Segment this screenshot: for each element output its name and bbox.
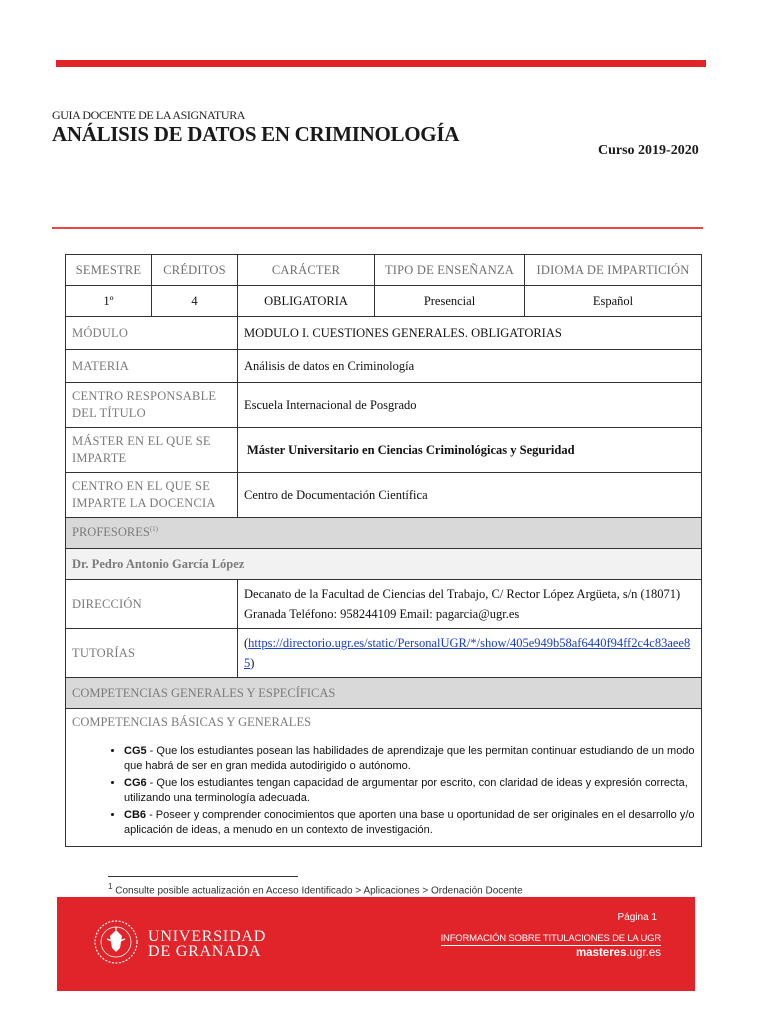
row-materia — [66, 350, 702, 383]
value-creditos: 4 — [152, 286, 238, 317]
competencias-section-label: COMPETENCIAS GENERALES Y ESPECÍFICAS — [66, 678, 702, 709]
row-profesores-header — [66, 518, 702, 549]
value-semestre: 1º — [66, 286, 152, 317]
comp-text: - Poseer y comprender conocimientos que aporten una base u oportunidad de ser originales en el desarrollo y/o aplicación de ideas, a menudo en un contexto de investigación. — [124, 809, 695, 836]
summary-values-row — [66, 286, 702, 317]
row-profesor-name — [66, 549, 702, 580]
info-titulaciones: INFORMACIÓN SOBRE TITULACIONES DE LA UGR — [440, 933, 661, 944]
course-year: Curso 2019-2020 — [598, 143, 699, 158]
footer-banner — [57, 897, 695, 991]
university-name-line2: DE GRANADA — [148, 943, 262, 960]
row-direccion — [66, 580, 702, 629]
header-tipo: TIPO DE ENSEÑANZA — [375, 255, 525, 286]
footnote-rule — [108, 876, 298, 877]
master-label: MÁSTER EN EL QUE SE IMPARTE — [66, 428, 238, 473]
direccion-label: DIRECCIÓN — [66, 580, 238, 629]
masters-url[interactable] — [576, 947, 661, 959]
tutorias-open-paren: ( — [244, 636, 249, 650]
row-competencias-list — [66, 709, 702, 847]
course-info-table — [65, 254, 702, 847]
direccion-line1: Decanato de la Facultad de Ciencias del Trabajo, C/ Rector López Argüeta, s/n (18071) — [244, 587, 681, 601]
list-item — [124, 744, 695, 774]
list-item — [124, 776, 695, 806]
centro-value: Escuela Internacional de Posgrado — [238, 383, 702, 428]
university-seal-icon — [93, 919, 139, 965]
competencias-sub-label: COMPETENCIAS BÁSICAS Y GENERALES — [72, 715, 312, 729]
tutorias-value — [238, 629, 702, 678]
competencias-list — [72, 744, 695, 838]
comp-code: CG5 — [124, 745, 147, 757]
tutorias-close-paren: ) — [250, 656, 255, 670]
page-title: ANÁLISIS DE DATOS EN CRIMINOLOGÍA — [52, 122, 460, 146]
footnote-number: 1 — [108, 882, 113, 891]
divider-line — [52, 227, 703, 229]
row-master — [66, 428, 702, 473]
modulo-label: MÓDULO — [66, 317, 238, 350]
row-docencia — [66, 473, 702, 518]
university-name-line1: UNIVERSIDAD — [148, 928, 267, 945]
top-red-bar — [56, 60, 706, 67]
value-tipo: Presencial — [375, 286, 525, 317]
profesores-note-ref: (1) — [149, 525, 158, 534]
competencias-cell — [66, 709, 702, 847]
masters-url-rest: .ugr.es — [626, 947, 661, 959]
materia-value: Análisis de datos en Criminología — [238, 350, 702, 383]
row-modulo — [66, 317, 702, 350]
comp-text: - Que los estudiantes posean las habilidades de aprendizaje que les permitan continuar estudiando de un modo que habrá de ser en gran medida autodirigido o autónomo. — [124, 745, 695, 772]
tutorias-label: TUTORÍAS — [66, 629, 238, 678]
docencia-value: Centro de Documentación Científica — [238, 473, 702, 518]
summary-header-row — [66, 255, 702, 286]
profesores-label — [66, 518, 702, 549]
guide-label: GUIA DOCENTE DE LA ASIGNATURA — [52, 108, 246, 122]
comp-code: CG6 — [124, 777, 147, 789]
comp-text: - Que los estudiantes tengan capacidad de argumentar por escrito, con claridad de ideas y expresión correcta, utilizando una terminología adecuada. — [124, 777, 688, 804]
profesores-label-text: PROFESORES — [72, 525, 150, 540]
direccion-value — [238, 580, 702, 629]
value-idioma: Español — [525, 286, 702, 317]
comp-code: CB6 — [124, 809, 147, 821]
docencia-label: CENTRO EN EL QUE SE IMPARTE LA DOCENCIA — [66, 473, 238, 518]
footnote-text: Consulte posible actualización en Acceso Identificado > Aplicaciones > Ordenación Docente — [115, 885, 523, 897]
row-tutorias — [66, 629, 702, 678]
page-number: Página 1 — [617, 912, 657, 923]
value-caracter: OBLIGATORIA — [238, 286, 375, 317]
footnote — [108, 882, 523, 896]
university-name — [148, 929, 266, 959]
centro-label: CENTRO RESPONSABLE DEL TÍTULO — [66, 383, 238, 428]
direccion-line2: Granada Teléfono: 958244109 Email: pagarcia@ugr.es — [244, 607, 520, 621]
header-semestre: SEMESTRE — [66, 255, 152, 286]
profesor-name: Dr. Pedro Antonio García López — [66, 549, 702, 580]
header-creditos: CRÉDITOS — [152, 255, 238, 286]
header-caracter: CARÁCTER — [238, 255, 375, 286]
row-competencias-header — [66, 678, 702, 709]
materia-label: MATERIA — [66, 350, 238, 383]
row-centro — [66, 383, 702, 428]
master-value: Máster Universitario en Ciencias Criminológicas y Seguridad — [238, 428, 702, 473]
modulo-value: MODULO I. CUESTIONES GENERALES. OBLIGATORIAS — [238, 317, 702, 350]
tutorias-link[interactable]: https://directorio.ugr.es/static/PersonalUGR/*/show/405e949b58af6440f94ff2c4c83aee85 — [244, 636, 691, 670]
masters-url-bold: masteres — [575, 947, 627, 959]
list-item — [124, 808, 695, 838]
header-idioma: IDIOMA DE IMPARTICIÓN — [525, 255, 702, 286]
